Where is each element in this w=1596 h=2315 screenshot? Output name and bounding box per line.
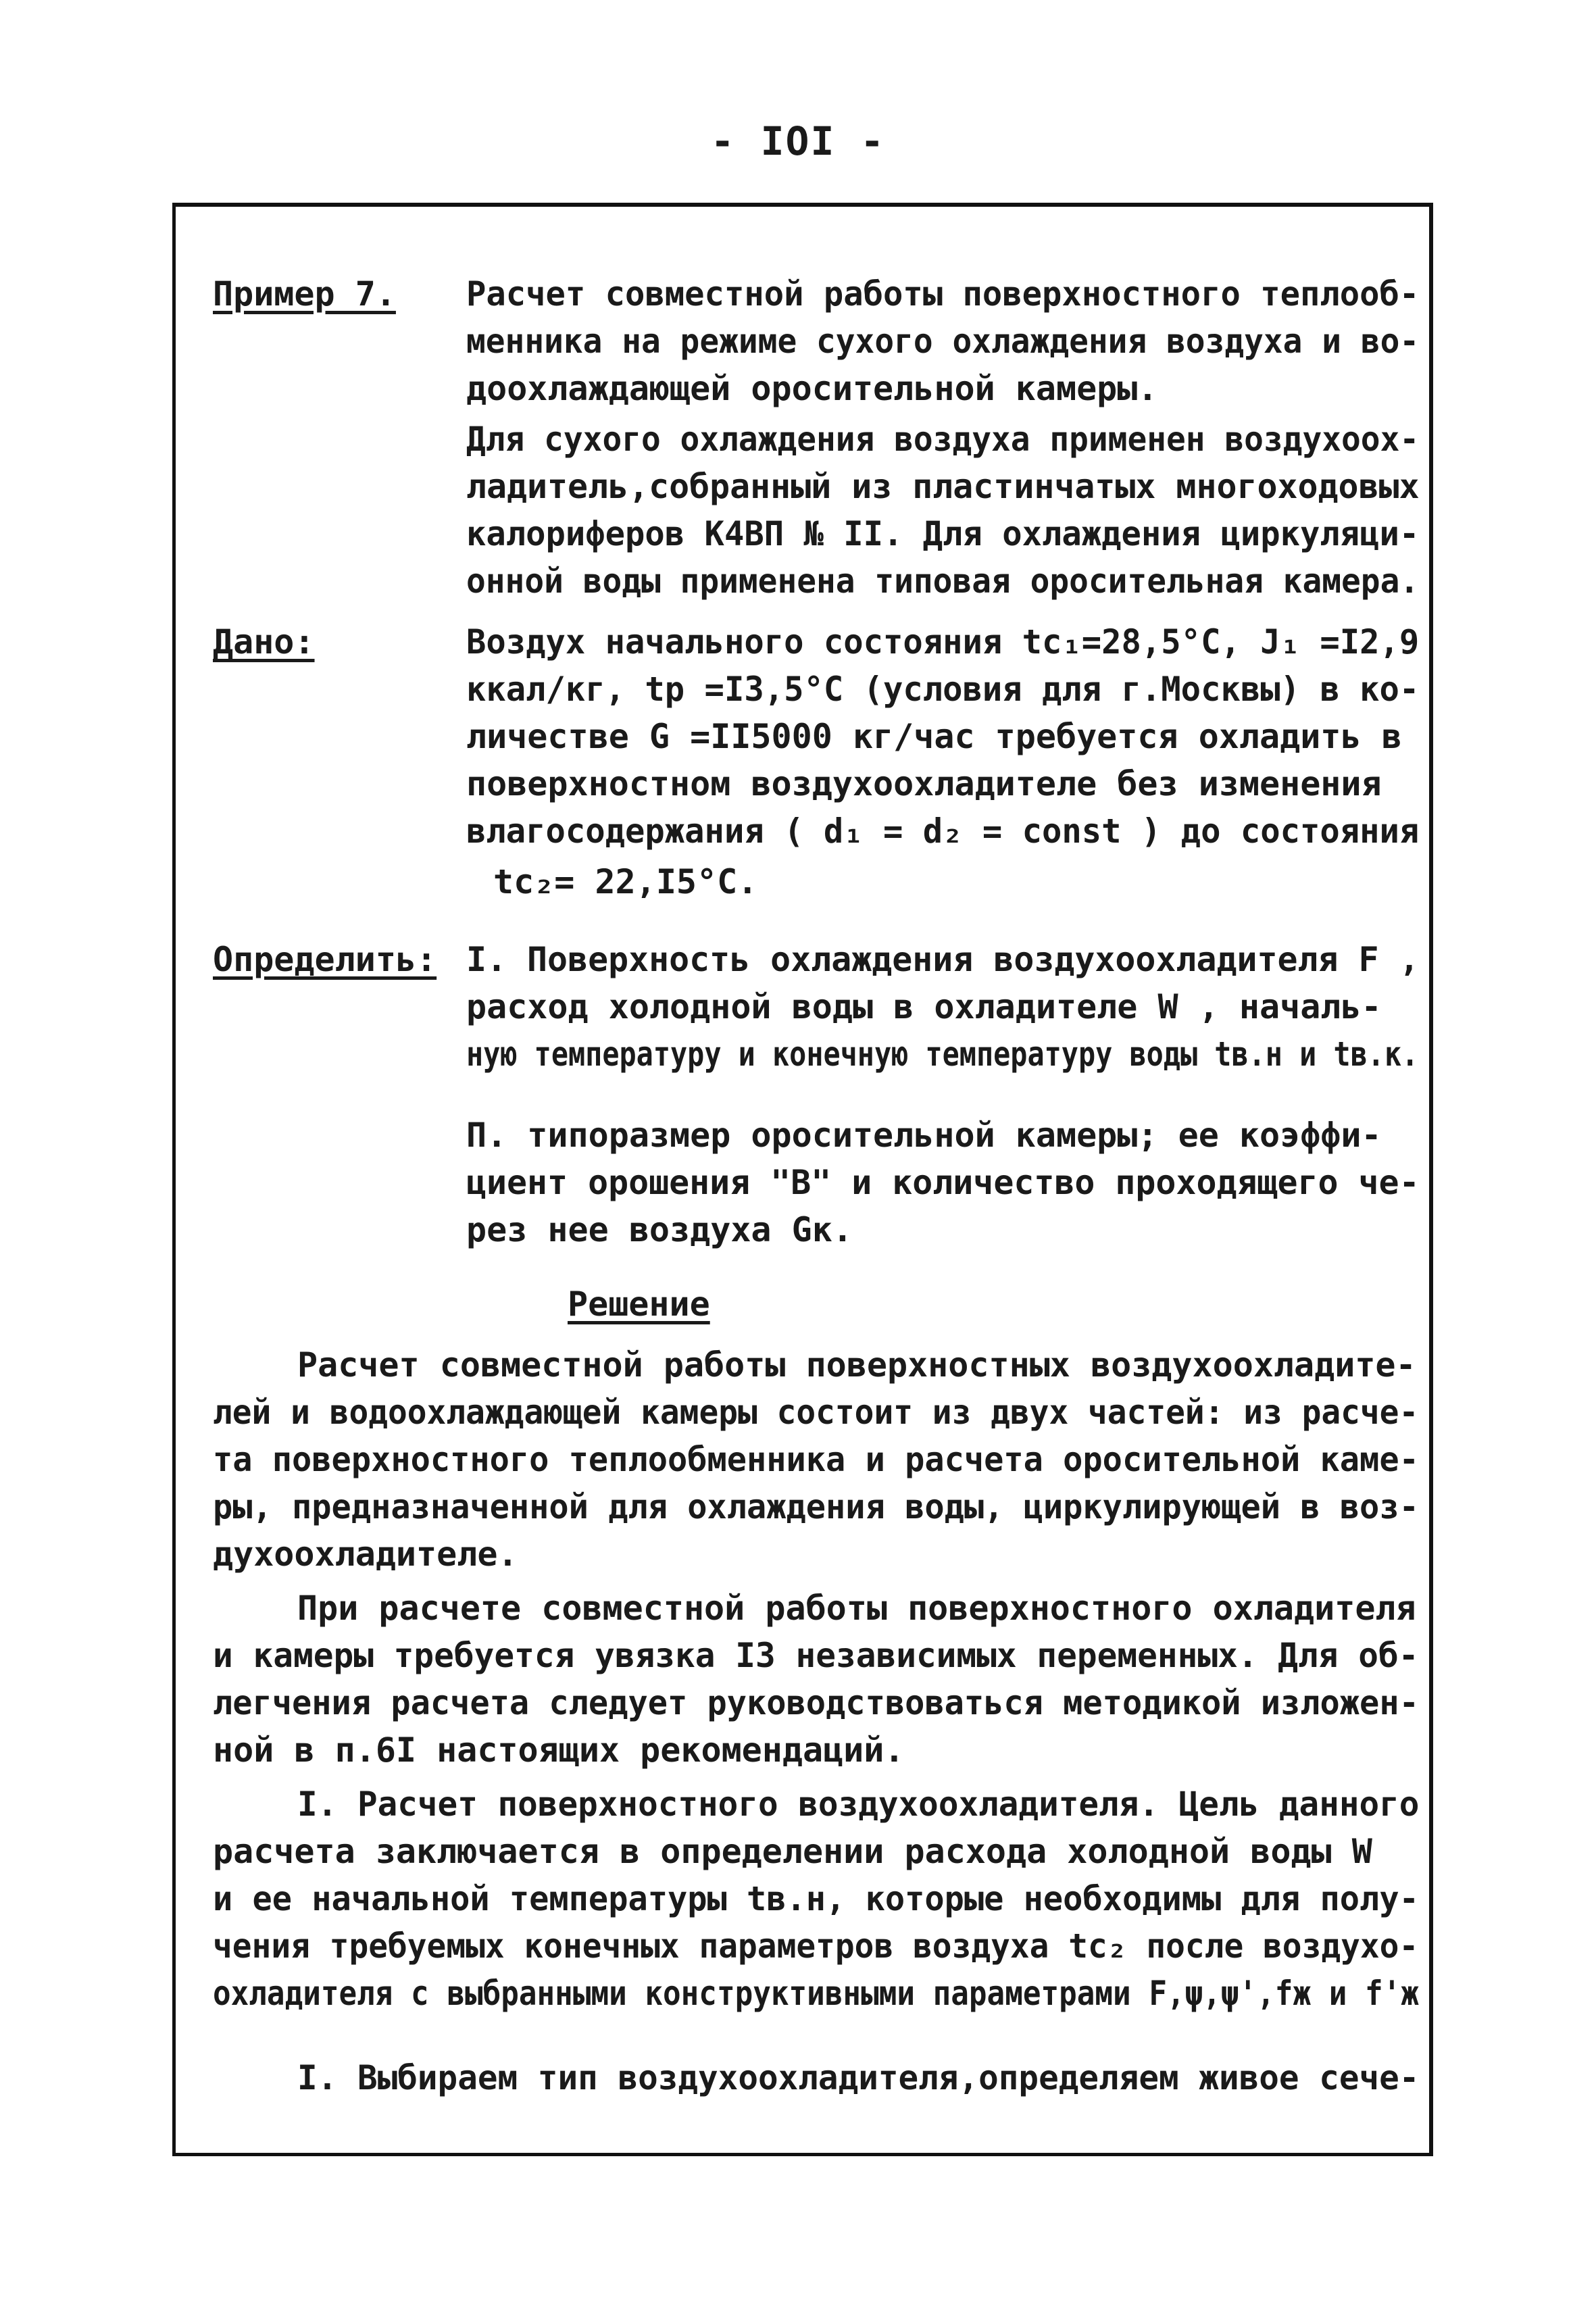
given-line: Воздух начального состояния tс₁=28,5°С, J₁ =I2,9 — [466, 622, 1420, 662]
solution-line: и ее начальной температуры tв.н, которые необходимы для полу- — [213, 1879, 1419, 1918]
solution-line: охладителя с выбранными конструктивными параметрами F,ψ,ψ',fж и f'ж — [213, 1974, 1419, 2013]
solution-line: Расчет совместной работы поверхностных воздухоохладите- — [297, 1345, 1416, 1385]
solution-heading: Решение — [568, 1285, 710, 1324]
solution-line: расчета заключается в определении расхода холодной воды W — [213, 1832, 1372, 1871]
determine-line: ную температуру и конечную температуру воды tв.н и tв.к. — [466, 1035, 1419, 1074]
determine-line: рез нее воздуха Gк. — [466, 1210, 853, 1249]
solution-line: ной в п.6I настоящих рекомендаций. — [213, 1731, 905, 1770]
solution-line: и камеры требуется увязка I3 независимых переменных. Для об- — [213, 1636, 1419, 1675]
solution-line: чения требуемых конечных параметров воздуха tс₂ после воздухо- — [213, 1926, 1419, 1966]
given-label: Дано: — [213, 622, 315, 662]
page-number: - IOI - — [710, 118, 886, 164]
example-line: онной воды применена типовая оросительная камера. — [466, 562, 1420, 601]
determine-line: циент орошения "В" и количество проходящего че- — [466, 1163, 1420, 1202]
given-line: поверхностном воздухоохладителе без изменения — [466, 764, 1382, 803]
example-line: менника на режиме сухого охлаждения воздуха и во- — [466, 322, 1420, 361]
solution-line: духоохладителе. — [213, 1535, 518, 1574]
given-line: tс₂= 22,I5°С. — [493, 862, 758, 901]
example-line: калориферов К4ВП № II. Для охлаждения циркуляци- — [466, 514, 1420, 553]
solution-line: лей и водоохлаждающей камеры состоит из двух частей: из расче- — [213, 1393, 1419, 1432]
example-label: Пример 7. — [213, 274, 396, 314]
solution-line: та поверхностного теплообменника и расчета оросительной каме- — [213, 1440, 1419, 1479]
example-line: Для сухого охлаждения воздуха применен воздухоох- — [466, 420, 1420, 459]
solution-line: При расчете совместной работы поверхностного охладителя — [297, 1589, 1416, 1628]
determine-line: П. типоразмер оросительной камеры; ее коэффи- — [466, 1116, 1382, 1155]
determine-line: расход холодной воды в охладителе W , началь- — [466, 987, 1382, 1026]
example-line: Расчет совместной работы поверхностного теплооб- — [466, 274, 1420, 314]
solution-line: легчения расчета следует руководствоваться методикой изложен- — [213, 1683, 1419, 1722]
given-line: ккал/кг, tр =I3,5°С (условия для г.Москвы) в ко- — [466, 670, 1420, 709]
solution-line: ры, предназначенной для охлаждения воды, циркулирующей в воз- — [213, 1487, 1419, 1526]
example-line: доохлаждающей оросительной камеры. — [466, 369, 1158, 408]
example-line: ладитель,собранный из пластинчатых многоходовых — [466, 467, 1420, 506]
given-line: влагосодержания ( d₁ = d₂ = const ) до состояния — [466, 812, 1420, 851]
solution-line: I. Выбираем тип воздухоохладителя,определяем живое сече- — [297, 2058, 1420, 2097]
solution-line: I. Расчет поверхностного воздухоохладителя. Цель данного — [297, 1785, 1420, 1824]
given-line: личестве G =II5000 кг/час требуется охладить в — [466, 717, 1402, 756]
determine-label: Определить: — [213, 940, 437, 979]
determine-line: I. Поверхность охлаждения воздухоохладителя F , — [466, 940, 1420, 979]
